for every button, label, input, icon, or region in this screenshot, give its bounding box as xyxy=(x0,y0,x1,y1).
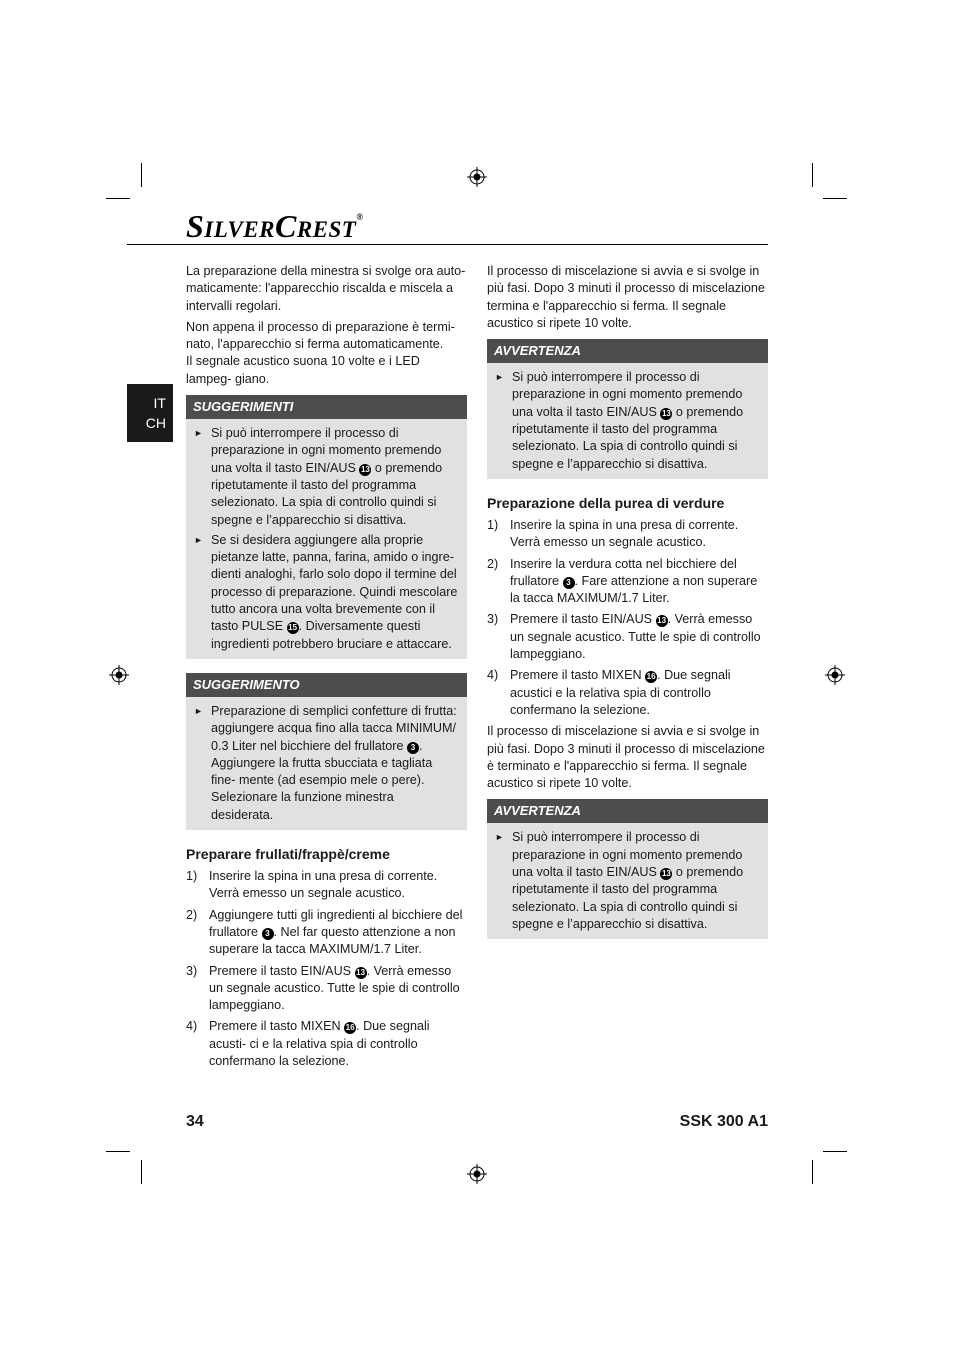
paragraph: Il segnale acustico suona 10 volte e i LED lampeg- giano. xyxy=(186,354,420,386)
crop-mark xyxy=(106,198,130,199)
crop-mark xyxy=(812,1160,813,1184)
paragraph: Il processo di miscelazione si avvia e si svolge in più fasi. Dopo 3 minuti il processo di miscelazione termina e l'apparecchio si ferma. Il segnale acustico si ripete 10 volte. xyxy=(487,264,765,330)
list-item: 3) Premere il tasto EIN/AUS 13 . Verrà emesso un segnale acustico. Tutte le spie di controllo lampeggiano. xyxy=(487,612,761,662)
crop-mark xyxy=(823,1151,847,1152)
warning-title: AVVERTENZA xyxy=(487,799,768,823)
arrow-bullet-icon: ► xyxy=(495,832,504,843)
number-circle-icon: 3 xyxy=(262,928,274,940)
bullet-item: ► Preparazione di semplici confetture di frutta: aggiungere acqua fino alla tacca MINIMUM/ 0.3 Liter nel bicchiere del frullatore 3 . Aggiungere la frutta sbucciata e tagliata fine- mente (ad esempio mele o pere). Selezionare la funzione minestra desiderata. xyxy=(194,703,457,822)
bullet-item: ► Se si desidera aggiungere alla proprie pietanze latte, panna, farina, amido o ingre- dienti analoghi, farlo solo dopo il termine del processo di preparazione. Quindi mescolare tutto ancora una volta brevemente con il tasto PULSE 15 . Diversamente questi ingredienti potrebbero bruciare e attaccare. xyxy=(194,532,458,651)
number-circle-icon: 13 xyxy=(661,869,671,879)
crop-mark xyxy=(823,198,847,199)
bullet-item: ► Si può interrompere il processo di preparazione in ogni momento premendo una volta il tasto EIN/AUS 13 o premendo ripetutamente il tasto del programma selezionato. La spia di controllo quindi si spegne e l’apparecchio si disattiva. xyxy=(495,370,744,471)
tip-title: SUGGERIMENTO xyxy=(186,673,467,697)
brand-logo: SILVERCREST® xyxy=(186,208,364,244)
warning-title: AVVERTENZA xyxy=(487,339,768,363)
number-circle-icon: 16 xyxy=(345,1023,355,1033)
number-circle-icon: 16 xyxy=(646,672,656,682)
registration-mark-icon xyxy=(109,665,129,685)
arrow-bullet-icon: ► xyxy=(194,534,203,545)
arrow-bullet-icon: ► xyxy=(194,428,203,439)
crop-mark xyxy=(106,1151,130,1152)
right-column xyxy=(487,263,768,953)
crop-mark xyxy=(141,163,142,187)
list-item: 4) Premere il tasto MIXEN 16 . Due segnali acusti- ci e la relativa spia di controllo confermano la selezione. xyxy=(186,1019,430,1068)
left-column xyxy=(186,263,467,1074)
section-heading: Preparare frullati/frappè/creme xyxy=(186,846,390,863)
number-circle-icon: 13 xyxy=(360,464,370,474)
registration-mark-icon xyxy=(825,665,845,685)
warning-box xyxy=(487,799,768,939)
model-number: SSK 300 A1 xyxy=(679,1113,768,1130)
arrow-bullet-icon: ► xyxy=(495,372,504,383)
number-circle-icon: 3 xyxy=(407,742,419,754)
language-tab: IT CH xyxy=(127,384,173,442)
tip-box xyxy=(186,395,467,659)
list-item: 2) Inserire la verdura cotta nel bicchiere del frullatore 3 . Fare attenzione a non superare la tacca MAXIMUM/1.7 Liter. xyxy=(487,556,758,606)
bullet-item: ► Si può interrompere il processo di preparazione in ogni momento premendo una volta il tasto EIN/AUS 13 o premendo ripetutamente il tasto del programma selezionato. La spia di controllo quindi si spegne e l’apparecchio si disattiva. xyxy=(194,426,443,527)
tip-box xyxy=(186,673,467,830)
paragraph: La preparazione della minestra si svolge ora auto- maticamente: l'apparecchio riscalda e miscela a intervalli regolari. xyxy=(186,264,466,313)
paragraph: Il processo di miscelazione si avvia e si svolge in più fasi. Dopo 3 minuti il processo di miscelazione è terminato e l'apparecchio si ferma. Il segnale acustico si ripete 10 volte. xyxy=(487,724,765,791)
number-circle-icon: 3 xyxy=(563,577,575,589)
number-circle-icon: 15 xyxy=(288,623,298,633)
crop-mark xyxy=(812,163,813,187)
list-item: 1) Inserire la spina in una presa di corrente. Verrà emesso un segnale acustico. xyxy=(487,517,739,550)
number-circle-icon: 13 xyxy=(661,408,671,418)
number-circle-icon: 13 xyxy=(657,616,667,626)
warning-box xyxy=(487,339,768,479)
registration-mark-icon xyxy=(467,1164,487,1184)
paragraph: Non appena il processo di preparazione è termi- nato, l'apparecchio si ferma automaticamente. xyxy=(186,319,455,352)
list-item: 1) Inserire la spina in una presa di corrente. Verrà emesso un segnale acustico. xyxy=(186,869,438,901)
registration-mark-icon xyxy=(467,167,487,187)
header-rule xyxy=(127,244,768,245)
tip-title: SUGGERIMENTI xyxy=(186,395,467,419)
arrow-bullet-icon: ► xyxy=(194,705,203,716)
page-number: 34 xyxy=(186,1113,204,1130)
list-item: 3) Premere il tasto EIN/AUS 13 . Verrà emesso un segnale acustico. Tutte le spie di controllo lampeggiano. xyxy=(186,963,460,1013)
list-item: 4) Premere il tasto MIXEN 16 . Due segnali acustici e la relativa spia di controllo confermano la selezione. xyxy=(487,668,731,717)
number-circle-icon: 13 xyxy=(356,967,366,977)
section-heading: Preparazione della purea di verdure xyxy=(487,494,725,511)
list-item: 2) Aggiungere tutti gli ingredienti al bicchiere del frullatore 3 . Nel far questo attenzione a non superare la tacca MAXIMUM/1.7 Liter. xyxy=(186,907,463,957)
bullet-item: ► Si può interrompere il processo di preparazione in ogni momento premendo una volta il tasto EIN/AUS 13 o premendo ripetutamente il tasto del programma selezionato. La spia di controllo quindi si spegne e l’apparecchio si disattiva. xyxy=(495,830,744,931)
crop-mark xyxy=(141,1160,142,1184)
